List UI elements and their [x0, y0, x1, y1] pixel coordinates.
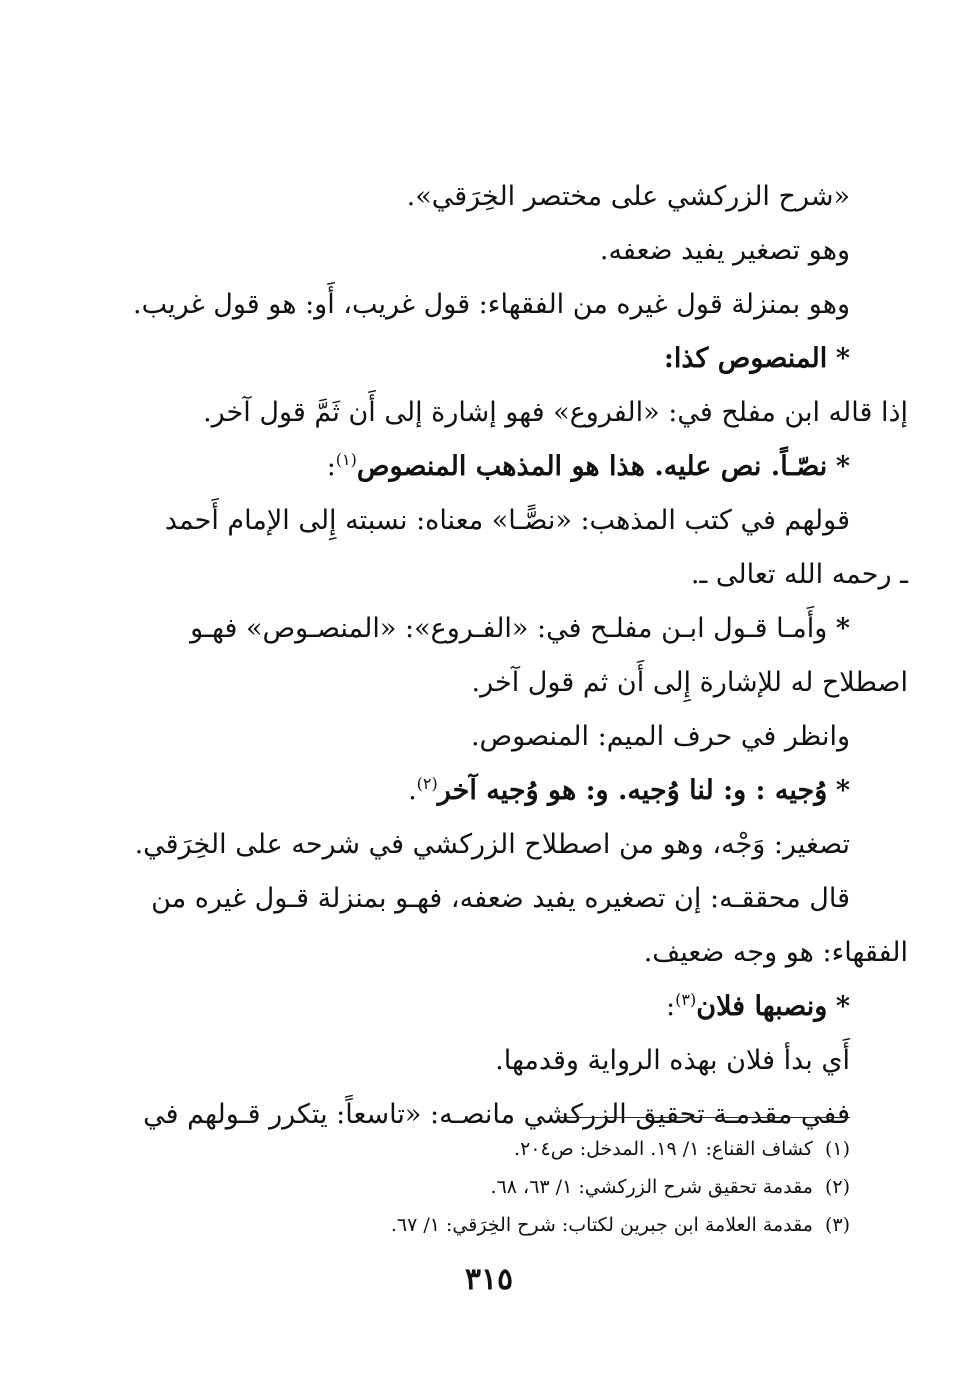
- heading-text: وُجيه : و: لنا وُجيه. و: هو وُجيه آخر: [437, 775, 828, 806]
- footnote-text: كشاف القناع: ١/ ١٩. المدخل: ص٢٠٤.: [514, 1138, 813, 1160]
- footnote-item: [138, 1206, 850, 1244]
- star-marker: *: [835, 451, 850, 482]
- text-line: قولهم في كتب المذهب: «نصًّـا» معناه: نسبته إِلى الإمام أَحمد: [164, 505, 850, 536]
- footnote-number: (٢): [824, 1176, 850, 1198]
- footnote-item: [138, 1168, 850, 1206]
- footnote-marker: (٢): [416, 774, 438, 793]
- main-text: [133, 170, 908, 1142]
- entry-heading: [138, 332, 850, 386]
- heading-colon: :: [666, 991, 676, 1022]
- star-marker: *: [835, 775, 850, 806]
- heading-text: ونصبها فلان: [696, 991, 828, 1022]
- text-line: ففي مقدمـة تحقيق الزركشي مانصـه: «تاسعاً: يتكرر قـولهم في: [143, 1099, 850, 1130]
- text-line: وهو بمنزلة قول غيره من الفقهاء: قول غريب، أَو: هو قول غريب.: [133, 289, 850, 320]
- heading-text: نصّـاً. نص عليه. هذا هو المذهب المنصوص: [356, 451, 828, 482]
- page-number: ٣١٥: [464, 1262, 514, 1297]
- text-line: إذا قاله ابن مفلح في: «الفروع» فهو إشارة إلى أَن ثَمَّ قول آخر.: [203, 397, 908, 428]
- heading-colon: :: [326, 451, 336, 482]
- footnote-marker: (٣): [675, 990, 697, 1009]
- entry-heading: [138, 440, 850, 494]
- text-line: «شرح الزركشي على مختصر الخِرَقي».: [406, 181, 850, 212]
- text-line: الفقهاء: هو وجه ضعيف.: [643, 937, 908, 968]
- text-line: قال محققـه: إن تصغيره يفيد ضعفه، فهـو بمنزلة قـول غيره من: [151, 883, 850, 914]
- footnote-number: (٣): [824, 1214, 850, 1236]
- star-marker: *: [835, 991, 850, 1022]
- footnotes: [138, 1130, 850, 1244]
- heading-period: .: [408, 775, 417, 806]
- text-line: أَي بدأ فلان بهذه الرواية وقدمها.: [495, 1045, 850, 1076]
- entry-heading: [138, 602, 850, 656]
- text-line: ـ رحمه الله تعالى ـ.: [690, 559, 908, 590]
- text-line: تصغير: وَجْه، وهو من اصطلاح الزركشي في شرحه على الخِرَقي.: [134, 829, 850, 860]
- footnote-number: (١): [824, 1138, 850, 1160]
- star-marker: *: [835, 343, 850, 374]
- footnote-divider: [560, 1117, 850, 1118]
- footnote-marker: (١): [335, 450, 357, 469]
- entry-heading: [138, 764, 850, 818]
- text-line: اصطلاح له للإشارة إِلى أَن ثم قول آخر.: [471, 667, 908, 698]
- footnote-text: مقدمة تحقيق شرح الزركشي: ١/ ٦٣، ٦٨.: [490, 1176, 813, 1198]
- entry-heading: [138, 980, 850, 1034]
- heading-text: المنصوص كذا:: [663, 343, 828, 374]
- text-line: وهو تصغير يفيد ضعفه.: [599, 235, 850, 266]
- footnote-item: [138, 1130, 850, 1168]
- heading-text: وأَمـا قـول ابـن مفلـح في: «الفـروع»: «المنصـوص» فهـو: [190, 613, 828, 644]
- footnote-text: مقدمة العلامة ابن جبرين لكتاب: شرح الخِرَقي: ١/ ٦٧.: [390, 1214, 813, 1236]
- star-marker: *: [835, 613, 850, 644]
- text-line: وانظر في حرف الميم: المنصوص.: [470, 721, 850, 752]
